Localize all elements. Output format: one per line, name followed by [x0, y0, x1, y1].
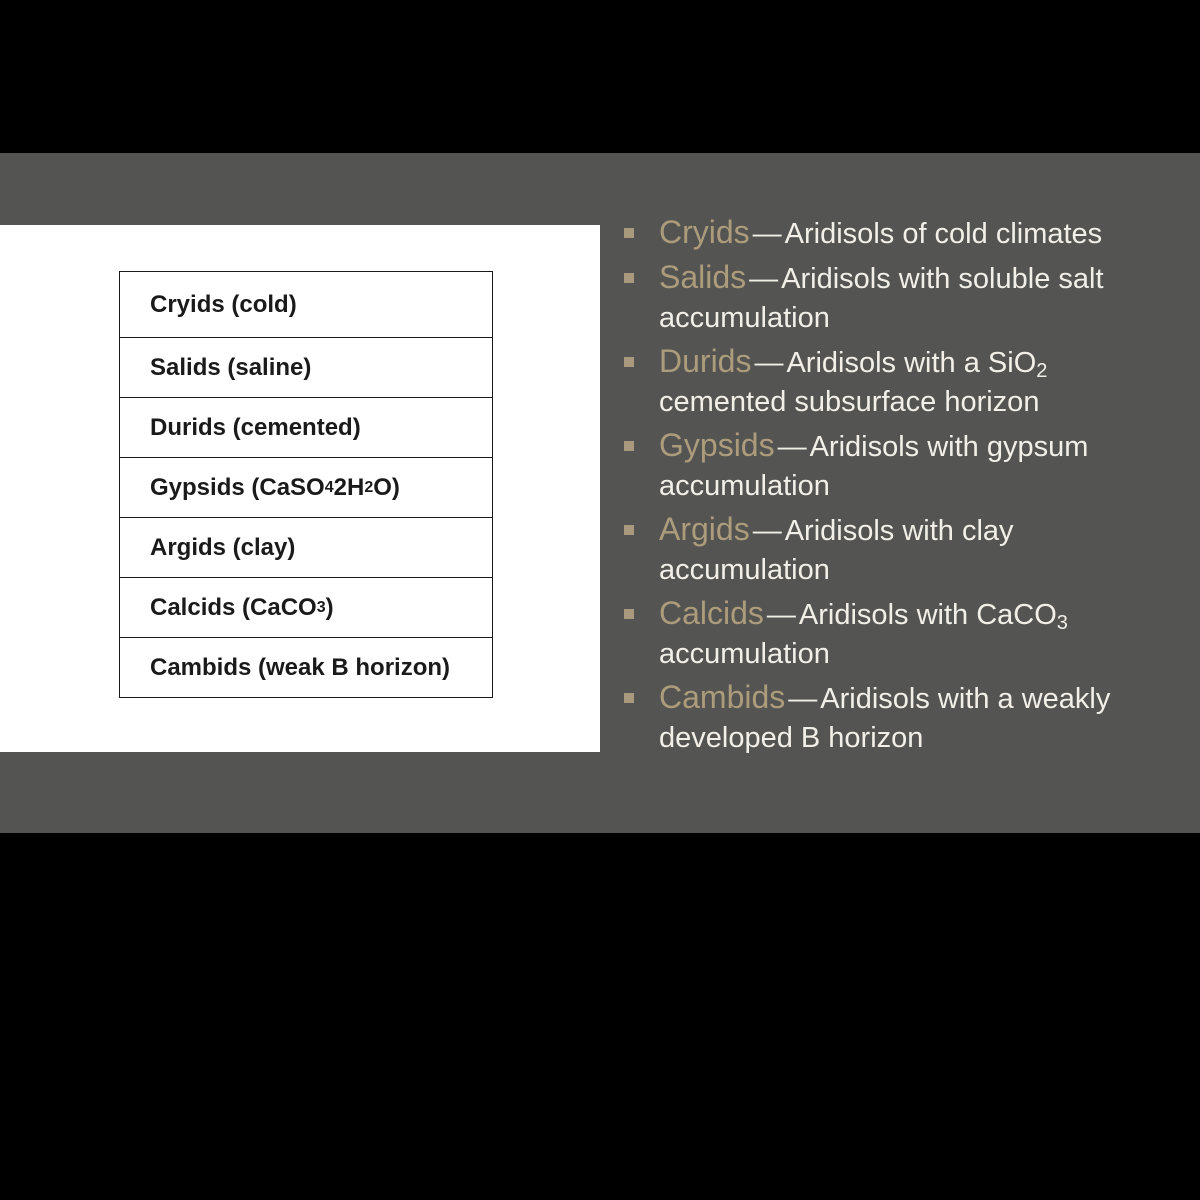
- bullet-subscript: 3: [1056, 612, 1068, 634]
- square-bullet-icon: [624, 609, 634, 619]
- em-dash: —: [788, 683, 818, 715]
- bullet-subscript: 2: [1036, 360, 1048, 382]
- square-bullet-icon: [624, 693, 634, 703]
- bullet-text: Aridisols with CaCO: [798, 599, 1057, 631]
- bullet-term: Durids: [659, 343, 752, 379]
- square-bullet-icon: [624, 441, 634, 451]
- bullet-term: Calcids: [659, 595, 764, 631]
- bullet-text: Aridisols with soluble salt accumulation: [659, 263, 1104, 334]
- suborder-table: [119, 271, 493, 698]
- bullet-text: Aridisols with clay accumulation: [659, 515, 1014, 586]
- bullet-item-cryids: [620, 213, 1180, 254]
- em-dash: —: [766, 599, 796, 631]
- em-dash: —: [752, 515, 782, 547]
- bullet-item-argids: [620, 510, 1180, 590]
- bullet-term: Cambids: [659, 679, 786, 715]
- bullet-text-cont: accumulation: [659, 638, 830, 670]
- table-row-gypsids: Gypsids (CaSO 4 2H 2 O): [120, 458, 492, 518]
- bullet-item-durids: [620, 342, 1180, 422]
- bullet-term: Cryids: [659, 214, 750, 250]
- em-dash: —: [754, 347, 784, 379]
- bullet-item-salids: [620, 258, 1180, 338]
- bullet-term: Salids: [659, 259, 747, 295]
- table-row-cambids: Cambids (weak B horizon): [120, 638, 492, 698]
- table-row-durids: Durids (cemented): [120, 398, 492, 458]
- bullet-item-cambids: [620, 678, 1180, 758]
- em-dash: —: [749, 263, 779, 295]
- bullet-term: Gypsids: [659, 427, 775, 463]
- em-dash: —: [777, 431, 807, 463]
- square-bullet-icon: [624, 525, 634, 535]
- table-row-cryids: Cryids (cold): [120, 272, 492, 338]
- bullet-text: Aridisols with a weakly developed B horizon: [659, 683, 1111, 754]
- table-row-calcids: Calcids (CaCO 3 ): [120, 578, 492, 638]
- bullet-item-gypsids: [620, 426, 1180, 506]
- bullet-item-calcids: [620, 594, 1180, 674]
- table-row-argids: Argids (clay): [120, 518, 492, 578]
- table-row-salids: Salids (saline): [120, 338, 492, 398]
- square-bullet-icon: [624, 357, 634, 367]
- em-dash: —: [752, 218, 782, 250]
- square-bullet-icon: [624, 273, 634, 283]
- bullet-text: Aridisols of cold climates: [784, 218, 1103, 250]
- suborder-bullet-list: [620, 213, 1180, 762]
- bullet-text: Aridisols with gypsum accumulation: [659, 431, 1089, 502]
- bullet-text: Aridisols with a SiO: [786, 347, 1037, 379]
- square-bullet-icon: [624, 228, 634, 238]
- bullet-text-cont: cemented subsurface horizon: [659, 386, 1040, 418]
- bullet-term: Argids: [659, 511, 750, 547]
